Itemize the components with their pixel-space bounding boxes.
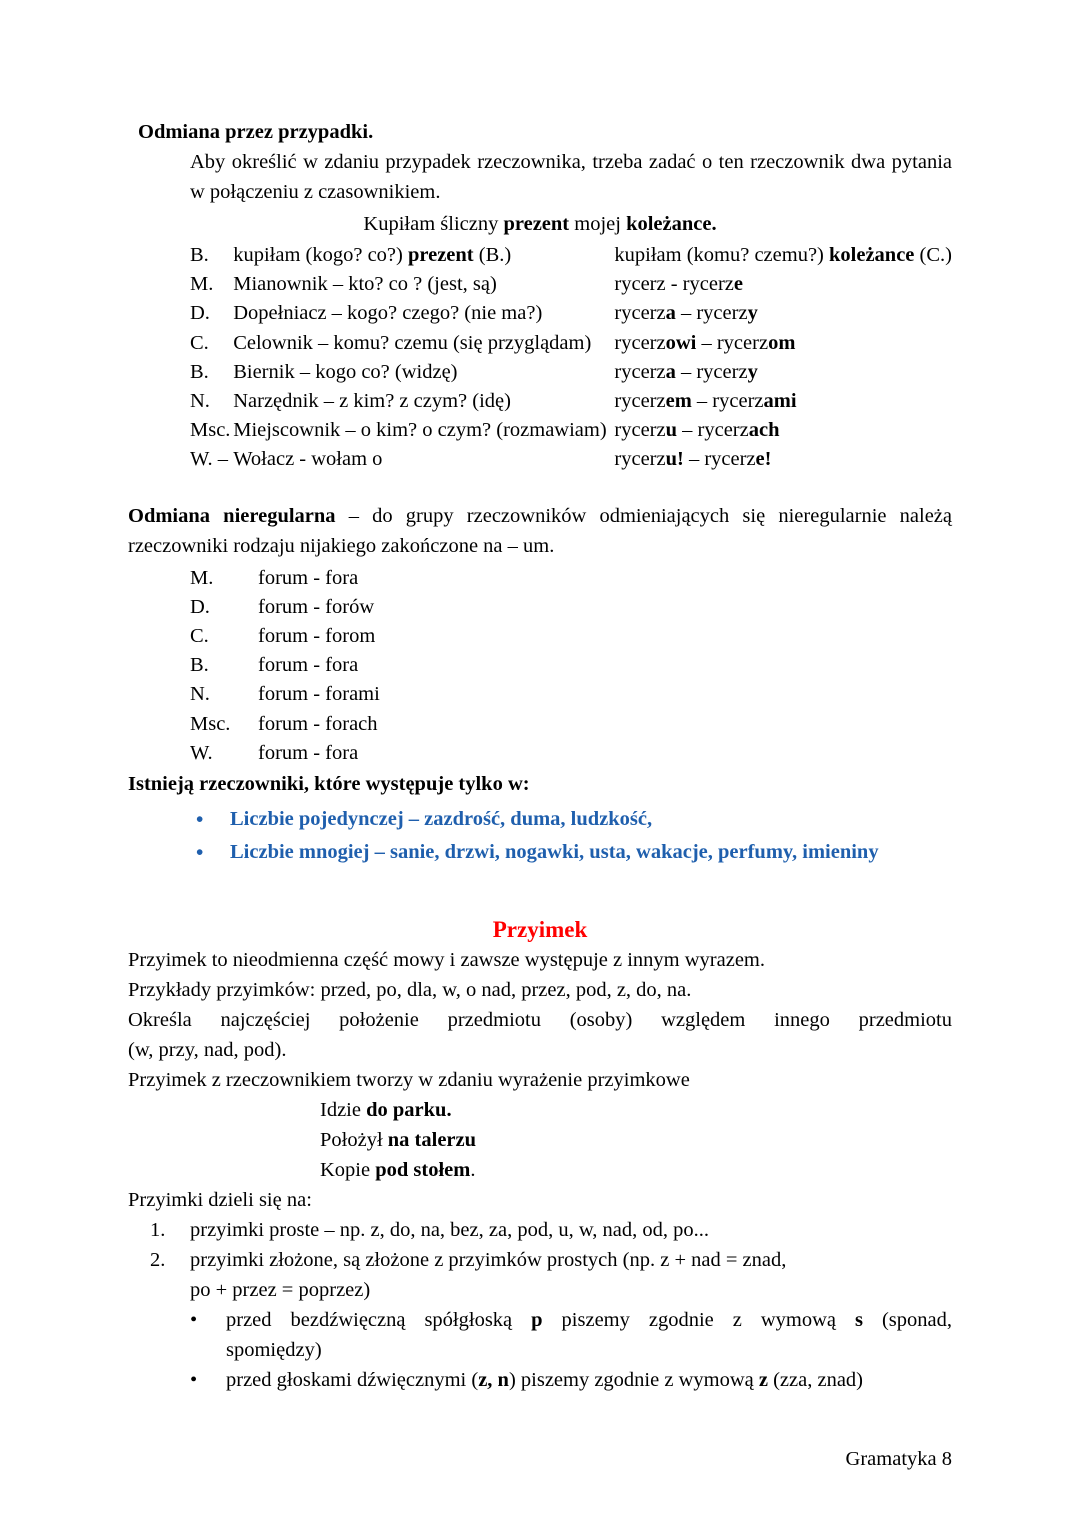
table-row — [190, 416, 952, 445]
form-bold-2: y — [747, 360, 758, 383]
sub-bold-2: s — [855, 1309, 863, 1332]
forum-declension-table — [190, 564, 380, 768]
case-question-2 — [614, 241, 952, 270]
form-bold-2: om — [768, 331, 796, 354]
przyimek-line-3: Określa najczęściej położenie przedmiotu (osoby) względem innego przedmiotu — [128, 1009, 952, 1032]
sub-pre: przed głoskami dźwięcznymi ( — [226, 1369, 479, 1392]
table-row — [190, 739, 380, 768]
form-bold-1: u — [665, 419, 678, 442]
section-heading-odmiana-przypadki: Odmiana przez przypadki. — [138, 121, 374, 143]
forum-case-value: forum - fora — [258, 654, 359, 677]
forum-case-label: N. — [190, 683, 210, 706]
case-description: Dopełniacz – kogo? czego? (nie ma?) — [233, 302, 543, 325]
form-mid: – rycerz — [675, 302, 748, 325]
table-row — [190, 270, 952, 299]
case-label: N. — [190, 390, 210, 413]
form-stem-1: rycerz — [614, 390, 666, 413]
list-item — [128, 1245, 952, 1305]
forum-case-value: forum - forach — [258, 712, 378, 735]
form-bold-2: e! — [755, 448, 772, 471]
case-forms — [614, 299, 952, 328]
forum-case-label: D. — [190, 595, 210, 618]
example-bold-prezent: prezent — [503, 213, 570, 235]
list-text: przyimki proste – np. z, do, na, bez, za, pod, u, w, nad, od, po... — [190, 1219, 710, 1242]
list-text-continued: po + przez = poprzez) — [190, 1279, 371, 1302]
case-description: Biernik – kogo co? (widzę) — [233, 360, 458, 383]
form-stem-1: rycerz — [614, 448, 666, 471]
example-plain-2: mojej — [569, 213, 627, 235]
case-q2-post: (C.) — [914, 244, 952, 266]
sub-pre: przed bezdźwięczną spółgłoską — [226, 1309, 532, 1332]
example-bold: pod stołem — [375, 1159, 471, 1182]
sub-post: (sponad, — [862, 1309, 953, 1332]
example-bold: na talerzu — [387, 1129, 477, 1152]
sub-mid: ) piszemy zgodnie z wymową — [508, 1369, 759, 1392]
form-stem-1: rycerz — [614, 360, 666, 383]
case-description: Narzędnik – z kim? z czym? (idę) — [233, 390, 511, 413]
forum-case-value: forum - fora — [258, 741, 359, 764]
list-item: • Liczbie mnogiej – sanie, drzwi, nogawki, usta, wakacje, perfumy, imieniny — [128, 836, 952, 869]
sub-bold-2: z — [758, 1369, 768, 1392]
case-forms — [614, 270, 952, 299]
table-row — [190, 651, 380, 680]
form-mid: – rycerz — [696, 331, 769, 354]
list-item: • Liczbie pojedynczej – zazdrość, duma, ludzkość, — [128, 803, 952, 836]
table-row — [190, 241, 952, 270]
form-stem-1: rycerz - rycerz — [614, 273, 734, 296]
case-label: W. – — [190, 448, 228, 471]
form-mid: – rycerz — [691, 390, 764, 413]
przyimek-line-4: (w, przy, nad, pod). — [128, 1039, 287, 1062]
form-stem-1: rycerz — [614, 331, 666, 354]
case-description: Mianownik – kto? co ? (jest, są) — [233, 273, 497, 296]
case-question-1 — [233, 241, 614, 270]
paragraph-intro: Aby określić w zdaniu przypadek rzeczownika, trzeba zadać o ten rzeczownik dwa pytania w połączeniu z czasownikiem. — [190, 151, 952, 203]
case-label: M. — [190, 273, 214, 296]
table-row — [190, 680, 380, 709]
bold-line-istnieja: Istnieją rzeczowniki, które występuje tylko w: — [128, 773, 530, 796]
form-bold-2: ami — [763, 390, 797, 413]
form-mid: – rycerz — [677, 419, 749, 442]
przyimek-line-2: Przykłady przyimków: przed, po, dla, w, o nad, przez, pod, z, do, na. — [128, 979, 692, 1002]
list-item — [128, 1365, 952, 1395]
form-stem-1: rycerz — [614, 419, 666, 442]
paragraph-odmiana-nieregularna — [128, 501, 952, 561]
case-description: Miejscownik – o kim? o czym? (rozmawiam) — [233, 419, 607, 442]
form-bold-1: a — [665, 360, 676, 383]
table-row — [190, 387, 952, 416]
forum-case-label: M. — [190, 566, 214, 589]
example-plain: Idzie — [320, 1099, 367, 1122]
sub-bold-1: z, n — [478, 1369, 509, 1392]
case-label: B. — [190, 360, 209, 383]
sub-mid: piszemy zgodnie z wymową — [542, 1309, 855, 1332]
przyimek-line-5: Przyimek z rzeczownikiem tworzy w zdaniu wyrażenie przyimkowe — [128, 1069, 690, 1092]
case-q1-pre: kupiłam (kogo? co?) — [233, 244, 408, 266]
list-item — [128, 1215, 952, 1245]
cases-table — [190, 241, 952, 475]
case-label: B. — [190, 244, 209, 266]
case-forms — [614, 416, 952, 445]
page-footer: Gramatyka 8 — [845, 1448, 952, 1470]
case-q1-post: (B.) — [473, 244, 512, 266]
table-row — [190, 710, 380, 739]
case-forms — [614, 329, 952, 358]
page-title-przyimek: Przyimek — [492, 917, 588, 943]
list-item — [128, 1305, 952, 1365]
case-description: Wołacz - wołam o — [233, 448, 383, 471]
bullet-list-number-only — [128, 803, 952, 869]
table-row — [190, 622, 380, 651]
forum-case-value: forum - forami — [258, 683, 380, 706]
lead-bold: Odmiana nieregularna — [128, 504, 336, 527]
list-number: 2. — [150, 1249, 166, 1272]
przyimek-line-6: Przyimki dzieli się na: — [128, 1189, 312, 1212]
form-bold-2: ach — [748, 419, 780, 442]
example-polozyl — [320, 1125, 952, 1155]
case-q2-pre: kupiłam (komu? czemu?) — [614, 244, 830, 266]
table-row — [190, 299, 952, 328]
case-label: C. — [190, 331, 209, 354]
forum-case-value: forum - fora — [258, 566, 359, 589]
example-sentence — [128, 209, 952, 239]
case-label: Msc. — [190, 419, 231, 442]
sub-bullet-list — [128, 1305, 952, 1395]
form-bold-1: em — [665, 390, 692, 413]
case-forms — [614, 358, 952, 387]
forum-case-value: forum - forów — [258, 595, 375, 618]
example-plain: Kopie — [320, 1159, 376, 1182]
table-row — [190, 445, 952, 474]
forum-case-label: W. — [190, 741, 213, 764]
table-row — [190, 329, 952, 358]
form-mid: – rycerz — [683, 448, 756, 471]
przyimek-line-1: Przyimek to nieodmienna część mowy i zawsze występuje z innym wyrazem. — [128, 949, 766, 972]
form-bold-2: y — [747, 302, 758, 325]
example-tail: . — [470, 1159, 476, 1182]
case-q2-bold: koleżance — [829, 244, 915, 266]
case-forms — [614, 445, 952, 474]
table-row — [190, 593, 380, 622]
form-bold-1: owi — [665, 331, 697, 354]
lead-rest: – do grupy rzeczowników odmieniających się nieregularnie należą rzeczowniki rodzaju nijakiego zakończone na – um. — [128, 504, 952, 557]
form-bold-1: a — [665, 302, 676, 325]
example-bold: do parku. — [366, 1099, 452, 1122]
example-idzie — [320, 1095, 952, 1125]
sub-line-2: spomiędzy) — [226, 1339, 322, 1362]
form-stem-1: rycerz — [614, 302, 666, 325]
forum-case-label: B. — [190, 654, 209, 677]
table-row — [190, 564, 380, 593]
forum-case-label: Msc. — [190, 712, 231, 735]
list-number: 1. — [150, 1219, 166, 1242]
table-row — [190, 358, 952, 387]
sub-bold-1: p — [531, 1309, 543, 1332]
forum-case-value: forum - forom — [258, 625, 376, 648]
case-description: Celownik – komu? czemu (się przyglądam) — [233, 331, 592, 354]
forum-case-label: C. — [190, 625, 209, 648]
list-text: przyimki złożone, są złożone z przyimków prostych (np. z + nad = znad, — [190, 1249, 787, 1272]
example-bold-kolezance: koleżance. — [626, 213, 717, 235]
sub-post: (zza, znad) — [767, 1369, 863, 1392]
form-mid: – rycerz — [675, 360, 748, 383]
form-bold-1: u! — [665, 448, 684, 471]
case-forms — [614, 387, 952, 416]
example-plain-1: Kupiłam śliczny — [363, 213, 504, 235]
form-bold-1: e — [733, 273, 743, 296]
numbered-list-przyimki — [128, 1215, 952, 1305]
case-q1-bold: prezent — [407, 244, 474, 266]
example-kopie — [320, 1155, 952, 1185]
case-label: D. — [190, 302, 210, 325]
example-plain: Położył — [320, 1129, 388, 1152]
